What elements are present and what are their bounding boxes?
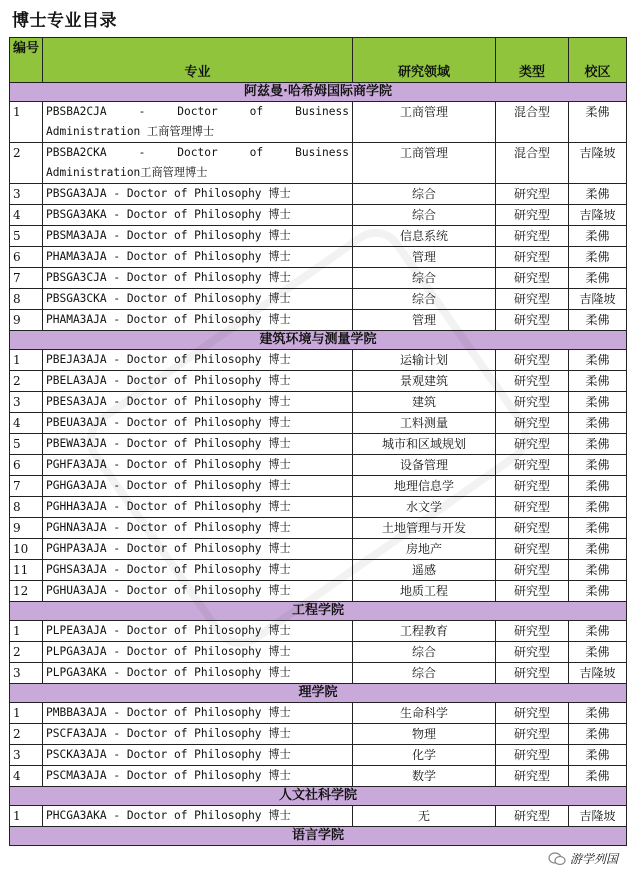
- program-type: 研究型: [496, 724, 569, 745]
- program-type: 研究型: [496, 663, 569, 684]
- section-name: 人文社科学院: [10, 787, 627, 806]
- program-type: 研究型: [496, 184, 569, 205]
- table-row: [10, 102, 627, 143]
- table-row: [10, 560, 627, 581]
- program-type: 混合型: [496, 102, 569, 143]
- row-number: 10: [10, 539, 43, 560]
- program-type: 混合型: [496, 143, 569, 184]
- program-type: 研究型: [496, 642, 569, 663]
- table-body: [10, 83, 627, 846]
- research-field: 工商管理: [353, 102, 496, 143]
- research-field: 数学: [353, 766, 496, 787]
- row-number: 2: [10, 724, 43, 745]
- program-type: 研究型: [496, 476, 569, 497]
- major-name: PBSBA2CKA - Doctor of Business Administration工商管理博士: [43, 143, 353, 184]
- major-name: PLPGA3AKA - Doctor of Philosophy 博士: [43, 663, 353, 684]
- major-name: PLPGA3AJA - Doctor of Philosophy 博士: [43, 642, 353, 663]
- wechat-watermark: [544, 848, 622, 869]
- research-field: 景观建筑: [353, 371, 496, 392]
- row-number: 3: [10, 184, 43, 205]
- program-type: 研究型: [496, 434, 569, 455]
- program-type: 研究型: [496, 455, 569, 476]
- campus: 柔佛: [569, 434, 627, 455]
- campus: 柔佛: [569, 310, 627, 331]
- section-header-row: [10, 602, 627, 621]
- row-number: 9: [10, 310, 43, 331]
- table-row: [10, 184, 627, 205]
- research-field: 物理: [353, 724, 496, 745]
- row-number: 2: [10, 642, 43, 663]
- program-type: 研究型: [496, 371, 569, 392]
- campus: 吉隆坡: [569, 806, 627, 827]
- major-name: PGHPA3AJA - Doctor of Philosophy 博士: [43, 539, 353, 560]
- major-name: PBSGA3CJA - Doctor of Philosophy 博士: [43, 268, 353, 289]
- research-field: 建筑: [353, 392, 496, 413]
- section-header-row: [10, 684, 627, 703]
- header-no-label: 编号: [13, 41, 40, 56]
- major-name: PGHUA3AJA - Doctor of Philosophy 博士: [43, 581, 353, 602]
- section-header-row: [10, 787, 627, 806]
- table-row: [10, 247, 627, 268]
- row-number: 4: [10, 205, 43, 226]
- program-type: 研究型: [496, 205, 569, 226]
- table-row: [10, 310, 627, 331]
- research-field: 信息系统: [353, 226, 496, 247]
- program-type: 研究型: [496, 392, 569, 413]
- row-number: 6: [10, 455, 43, 476]
- row-number: 6: [10, 247, 43, 268]
- table-row: [10, 455, 627, 476]
- row-number: 5: [10, 434, 43, 455]
- page-title: 博士专业目录: [12, 11, 117, 31]
- campus: 吉隆坡: [569, 143, 627, 184]
- table-row: [10, 581, 627, 602]
- campus: 柔佛: [569, 455, 627, 476]
- row-number: 1: [10, 703, 43, 724]
- research-field: 房地产: [353, 539, 496, 560]
- program-type: 研究型: [496, 497, 569, 518]
- campus: 柔佛: [569, 268, 627, 289]
- research-field: 地理信息学: [353, 476, 496, 497]
- table-row: [10, 143, 627, 184]
- table-row: [10, 703, 627, 724]
- table-row: [10, 745, 627, 766]
- campus: 柔佛: [569, 476, 627, 497]
- row-number: 3: [10, 745, 43, 766]
- campus: 柔佛: [569, 539, 627, 560]
- program-type: 研究型: [496, 289, 569, 310]
- major-name: PSCMA3AJA - Doctor of Philosophy 博士: [43, 766, 353, 787]
- row-number: 8: [10, 497, 43, 518]
- table-row: [10, 724, 627, 745]
- program-type: 研究型: [496, 413, 569, 434]
- section-header-row: [10, 827, 627, 846]
- major-name: PBEJA3AJA - Doctor of Philosophy 博士: [43, 350, 353, 371]
- row-number: 1: [10, 621, 43, 642]
- header-no: [10, 38, 43, 83]
- major-name: PGHFA3AJA - Doctor of Philosophy 博士: [43, 455, 353, 476]
- table-row: [10, 268, 627, 289]
- research-field: 设备管理: [353, 455, 496, 476]
- program-type: 研究型: [496, 310, 569, 331]
- header-campus: 校区: [569, 38, 627, 83]
- major-name: PBEWA3AJA - Doctor of Philosophy 博士: [43, 434, 353, 455]
- research-field: 地质工程: [353, 581, 496, 602]
- program-type: 研究型: [496, 806, 569, 827]
- table-row: [10, 350, 627, 371]
- program-type: 研究型: [496, 518, 569, 539]
- table-row: [10, 497, 627, 518]
- table-row: [10, 289, 627, 310]
- wechat-icon: [548, 852, 566, 866]
- section-name: 语言学院: [10, 827, 627, 846]
- campus: 柔佛: [569, 766, 627, 787]
- research-field: 综合: [353, 268, 496, 289]
- row-number: 3: [10, 392, 43, 413]
- table-row: [10, 642, 627, 663]
- major-name: PBSBA2CJA - Doctor of Business Administration 工商管理博士: [43, 102, 353, 143]
- campus: 柔佛: [569, 745, 627, 766]
- program-type: 研究型: [496, 268, 569, 289]
- program-type: 研究型: [496, 581, 569, 602]
- campus: 柔佛: [569, 102, 627, 143]
- table-row: [10, 663, 627, 684]
- section-name: 理学院: [10, 684, 627, 703]
- program-type: 研究型: [496, 539, 569, 560]
- research-field: 化学: [353, 745, 496, 766]
- row-number: 1: [10, 806, 43, 827]
- major-name: PGHHA3AJA - Doctor of Philosophy 博士: [43, 497, 353, 518]
- campus: 柔佛: [569, 184, 627, 205]
- program-type: 研究型: [496, 226, 569, 247]
- major-name: PHAMA3AJA - Doctor of Philosophy 博士: [43, 310, 353, 331]
- campus: 柔佛: [569, 621, 627, 642]
- research-field: 遥感: [353, 560, 496, 581]
- program-type: 研究型: [496, 703, 569, 724]
- table-header-row: [10, 38, 627, 83]
- header-field: 研究领域: [353, 38, 496, 83]
- program-catalog-table: [9, 37, 627, 846]
- campus: 吉隆坡: [569, 289, 627, 310]
- campus: 柔佛: [569, 724, 627, 745]
- major-name: PMBBA3AJA - Doctor of Philosophy 博士: [43, 703, 353, 724]
- research-field: 综合: [353, 205, 496, 226]
- research-field: 土地管理与开发: [353, 518, 496, 539]
- campus: 柔佛: [569, 226, 627, 247]
- row-number: 12: [10, 581, 43, 602]
- research-field: 水文学: [353, 497, 496, 518]
- major-name: PBEUA3AJA - Doctor of Philosophy 博士: [43, 413, 353, 434]
- section-name: 阿兹曼·哈希姆国际商学院: [10, 83, 627, 102]
- row-number: 9: [10, 518, 43, 539]
- research-field: 管理: [353, 310, 496, 331]
- table-row: [10, 539, 627, 560]
- section-header-row: [10, 83, 627, 102]
- campus: 柔佛: [569, 581, 627, 602]
- major-name: PBSGA3CKA - Doctor of Philosophy 博士: [43, 289, 353, 310]
- campus: 柔佛: [569, 560, 627, 581]
- campus: 柔佛: [569, 247, 627, 268]
- major-name: PBELA3AJA - Doctor of Philosophy 博士: [43, 371, 353, 392]
- program-type: 研究型: [496, 560, 569, 581]
- major-name: PGHSA3AJA - Doctor of Philosophy 博士: [43, 560, 353, 581]
- major-name: PGHNA3AJA - Doctor of Philosophy 博士: [43, 518, 353, 539]
- major-name: PGHGA3AJA - Doctor of Philosophy 博士: [43, 476, 353, 497]
- campus: 吉隆坡: [569, 205, 627, 226]
- research-field: 综合: [353, 663, 496, 684]
- research-field: 生命科学: [353, 703, 496, 724]
- program-type: 研究型: [496, 247, 569, 268]
- campus: 柔佛: [569, 350, 627, 371]
- section-name: 工程学院: [10, 602, 627, 621]
- row-number: 5: [10, 226, 43, 247]
- program-type: 研究型: [496, 621, 569, 642]
- campus: 柔佛: [569, 703, 627, 724]
- program-type: 研究型: [496, 745, 569, 766]
- research-field: 工商管理: [353, 143, 496, 184]
- major-name: PHAMA3AJA - Doctor of Philosophy 博士: [43, 247, 353, 268]
- campus: 柔佛: [569, 518, 627, 539]
- program-type: 研究型: [496, 350, 569, 371]
- research-field: 管理: [353, 247, 496, 268]
- table-row: [10, 392, 627, 413]
- research-field: 工料测量: [353, 413, 496, 434]
- row-number: 4: [10, 766, 43, 787]
- research-field: 无: [353, 806, 496, 827]
- table-row: [10, 434, 627, 455]
- row-number: 8: [10, 289, 43, 310]
- campus: 柔佛: [569, 392, 627, 413]
- research-field: 综合: [353, 184, 496, 205]
- research-field: 综合: [353, 289, 496, 310]
- major-name: PBSGA3AKA - Doctor of Philosophy 博士: [43, 205, 353, 226]
- campus: 柔佛: [569, 497, 627, 518]
- campus: 柔佛: [569, 642, 627, 663]
- major-name: PLPEA3AJA - Doctor of Philosophy 博士: [43, 621, 353, 642]
- research-field: 工程教育: [353, 621, 496, 642]
- table-row: [10, 518, 627, 539]
- row-number: 1: [10, 350, 43, 371]
- table-row: [10, 621, 627, 642]
- major-name: PBSGA3AJA - Doctor of Philosophy 博士: [43, 184, 353, 205]
- header-type: 类型: [496, 38, 569, 83]
- row-number: 1: [10, 102, 43, 143]
- major-name: PBSMA3AJA - Doctor of Philosophy 博士: [43, 226, 353, 247]
- header-major: 专业: [43, 38, 353, 83]
- table-row: [10, 476, 627, 497]
- major-name: PSCFA3AJA - Doctor of Philosophy 博士: [43, 724, 353, 745]
- wechat-account-label: 游学列国: [569, 852, 618, 866]
- row-number: 3: [10, 663, 43, 684]
- section-name: 建筑环境与测量学院: [10, 331, 627, 350]
- table-row: [10, 413, 627, 434]
- row-number: 2: [10, 371, 43, 392]
- major-name: PBESA3AJA - Doctor of Philosophy 博士: [43, 392, 353, 413]
- row-number: 4: [10, 413, 43, 434]
- row-number: 7: [10, 476, 43, 497]
- table-row: [10, 205, 627, 226]
- major-name: PHCGA3AKA - Doctor of Philosophy 博士: [43, 806, 353, 827]
- section-header-row: [10, 331, 627, 350]
- research-field: 城市和区域规划: [353, 434, 496, 455]
- table-row: [10, 226, 627, 247]
- row-number: 2: [10, 143, 43, 184]
- table-row: [10, 766, 627, 787]
- research-field: 运输计划: [353, 350, 496, 371]
- campus: 柔佛: [569, 413, 627, 434]
- program-type: 研究型: [496, 766, 569, 787]
- campus: 柔佛: [569, 371, 627, 392]
- campus: 吉隆坡: [569, 663, 627, 684]
- row-number: 7: [10, 268, 43, 289]
- row-number: 11: [10, 560, 43, 581]
- major-name: PSCKA3AJA - Doctor of Philosophy 博士: [43, 745, 353, 766]
- research-field: 综合: [353, 642, 496, 663]
- table-row: [10, 806, 627, 827]
- table-row: [10, 371, 627, 392]
